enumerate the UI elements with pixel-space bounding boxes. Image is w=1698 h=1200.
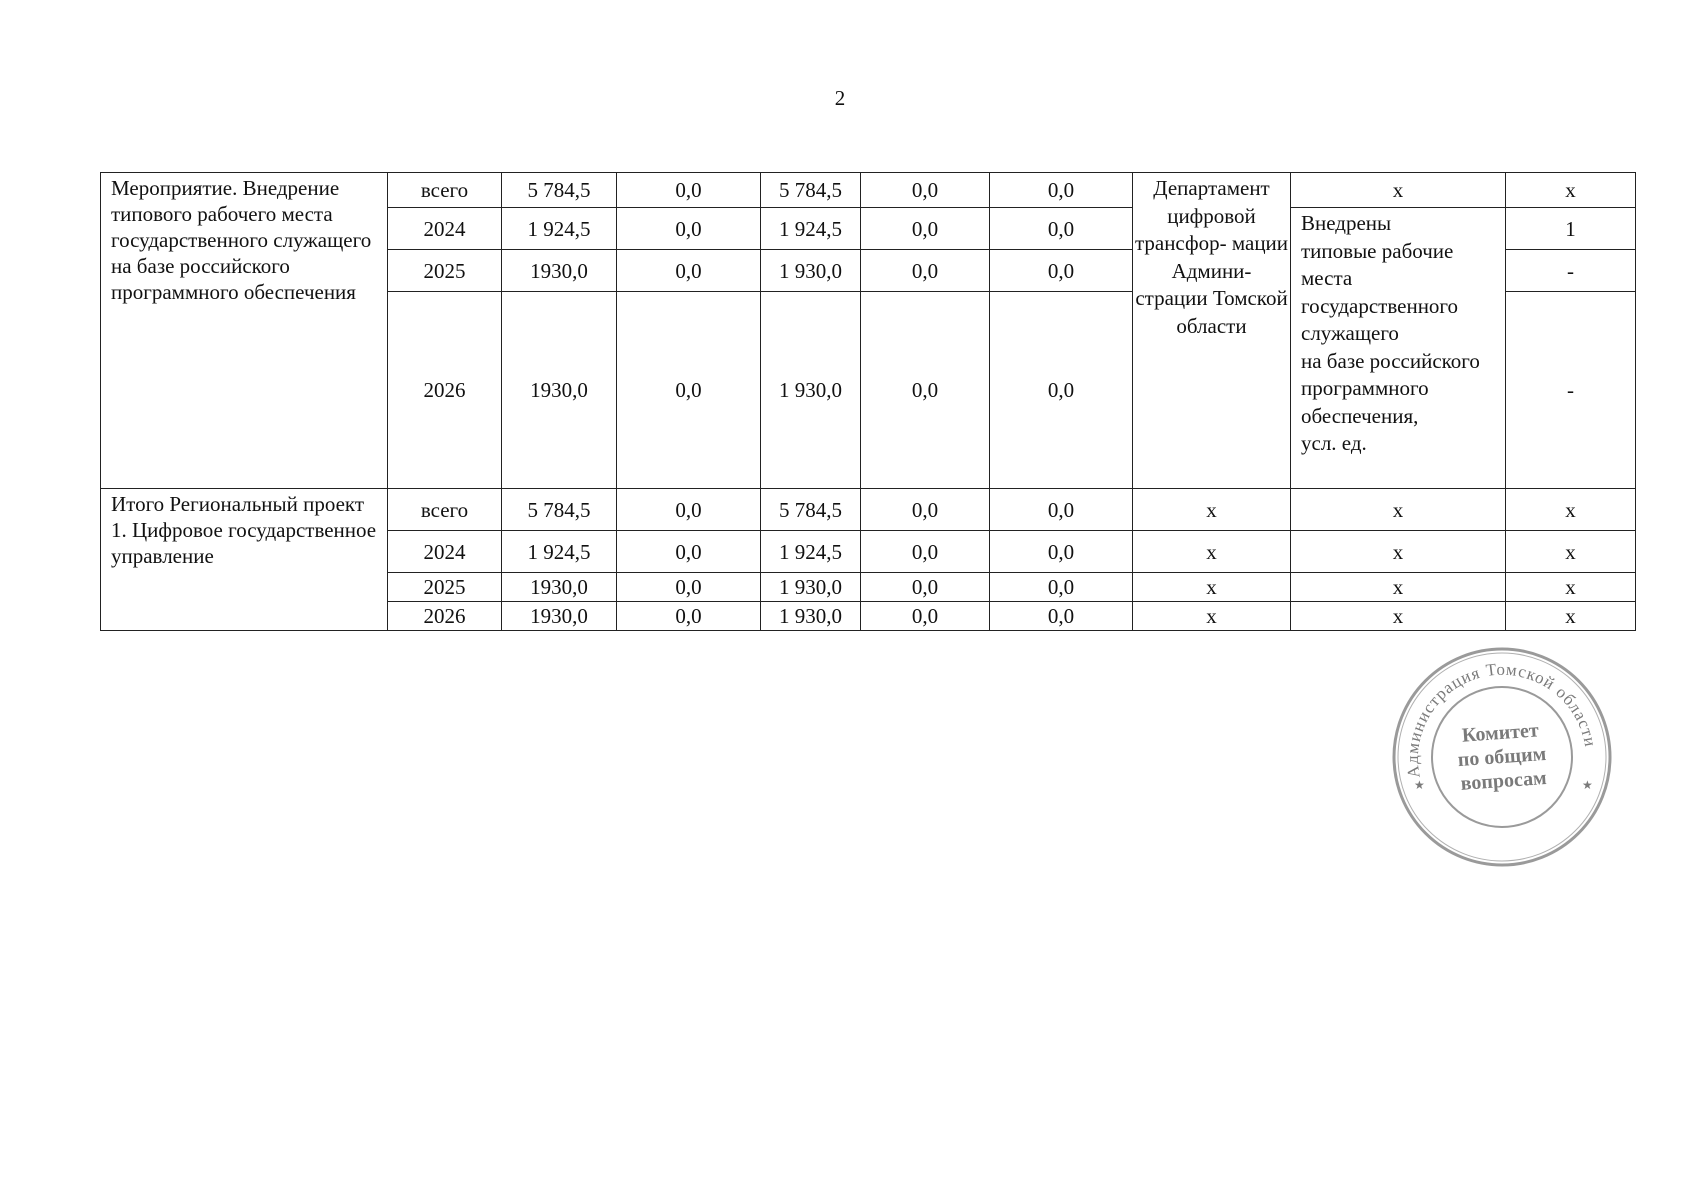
result-cell: х <box>1291 489 1506 531</box>
year-cell: всего <box>388 173 502 208</box>
amount-cell: 0,0 <box>861 292 990 489</box>
year-cell: 2026 <box>388 292 502 489</box>
amount-cell: 0,0 <box>861 531 990 573</box>
table-row <box>101 489 1636 531</box>
amount-cell: 1930,0 <box>502 573 617 602</box>
result-cell: х <box>1291 573 1506 602</box>
amount-cell: 0,0 <box>990 250 1133 292</box>
department-cell: х <box>1133 573 1291 602</box>
value-cell: 1 <box>1506 208 1636 250</box>
amount-cell: 1 930,0 <box>761 292 861 489</box>
amount-cell: 1 930,0 <box>761 602 861 631</box>
department-cell: х <box>1133 531 1291 573</box>
amount-cell: 0,0 <box>617 173 761 208</box>
amount-cell: 1930,0 <box>502 602 617 631</box>
page-number: 2 <box>834 86 846 110</box>
result-cell: х <box>1291 531 1506 573</box>
amount-cell: 5 784,5 <box>761 489 861 531</box>
official-stamp <box>1390 645 1614 869</box>
amount-cell: 0,0 <box>861 250 990 292</box>
department-cell: Департамент цифровой трансфор- мации Админи- страции Томской области <box>1133 173 1291 489</box>
value-cell: х <box>1506 173 1636 208</box>
amount-cell: 1 924,5 <box>502 208 617 250</box>
stamp-line-1: Комитет <box>1461 719 1540 747</box>
amount-cell: 1 924,5 <box>502 531 617 573</box>
amount-cell: 0,0 <box>990 208 1133 250</box>
value-cell: х <box>1506 602 1636 631</box>
year-cell: 2026 <box>388 602 502 631</box>
amount-cell: 1 924,5 <box>761 208 861 250</box>
year-cell: 2024 <box>388 208 502 250</box>
amount-cell: 0,0 <box>990 602 1133 631</box>
amount-cell: 0,0 <box>617 250 761 292</box>
amount-cell: 5 784,5 <box>761 173 861 208</box>
amount-cell: 0,0 <box>990 292 1133 489</box>
value-cell: - <box>1506 292 1636 489</box>
amount-cell: 0,0 <box>990 573 1133 602</box>
value-cell: х <box>1506 489 1636 531</box>
amount-cell: 0,0 <box>617 292 761 489</box>
result-cell: х <box>1291 173 1506 208</box>
value-cell: - <box>1506 250 1636 292</box>
amount-cell: 0,0 <box>617 531 761 573</box>
value-cell: х <box>1506 573 1636 602</box>
amount-cell: 1930,0 <box>502 292 617 489</box>
amount-cell: 0,0 <box>617 489 761 531</box>
amount-cell: 0,0 <box>861 602 990 631</box>
amount-cell: 1 930,0 <box>761 573 861 602</box>
amount-cell: 0,0 <box>861 173 990 208</box>
amount-cell: 0,0 <box>861 208 990 250</box>
table-row <box>101 173 1636 208</box>
year-cell: всего <box>388 489 502 531</box>
department-cell: х <box>1133 602 1291 631</box>
amount-cell: 1 930,0 <box>761 250 861 292</box>
amount-cell: 0,0 <box>990 531 1133 573</box>
amount-cell: 0,0 <box>990 173 1133 208</box>
amount-cell: 5 784,5 <box>502 489 617 531</box>
year-cell: 2025 <box>388 573 502 602</box>
amount-cell: 0,0 <box>617 208 761 250</box>
stamp-star: ★ <box>1582 778 1593 792</box>
result-description-cell: Внедрены типовые рабочие места государственного служащего на базе российского программного обеспечения, усл. ед. <box>1291 208 1506 489</box>
stamp-line-3: вопросам <box>1459 766 1548 795</box>
stamp-line-2: по общим <box>1457 742 1547 772</box>
budget-table <box>100 172 1636 631</box>
amount-cell: 0,0 <box>861 489 990 531</box>
amount-cell: 1 924,5 <box>761 531 861 573</box>
amount-cell: 0,0 <box>617 602 761 631</box>
total-name-cell: Итого Региональный проект 1. Цифровое государственное управление <box>101 489 388 631</box>
amount-cell: 5 784,5 <box>502 173 617 208</box>
year-cell: 2024 <box>388 531 502 573</box>
stamp-ring-text: Администрация Томской области <box>1402 659 1601 780</box>
amount-cell: 1930,0 <box>502 250 617 292</box>
amount-cell: 0,0 <box>861 573 990 602</box>
year-cell: 2025 <box>388 250 502 292</box>
amount-cell: 0,0 <box>617 573 761 602</box>
stamp-star: ★ <box>1414 778 1425 792</box>
amount-cell: 0,0 <box>990 489 1133 531</box>
value-cell: х <box>1506 531 1636 573</box>
department-cell: х <box>1133 489 1291 531</box>
measure-name-cell: Мероприятие. Внедрение типового рабочего места государственного служащего на базе российского программного обеспечения <box>101 173 388 489</box>
result-cell: х <box>1291 602 1506 631</box>
